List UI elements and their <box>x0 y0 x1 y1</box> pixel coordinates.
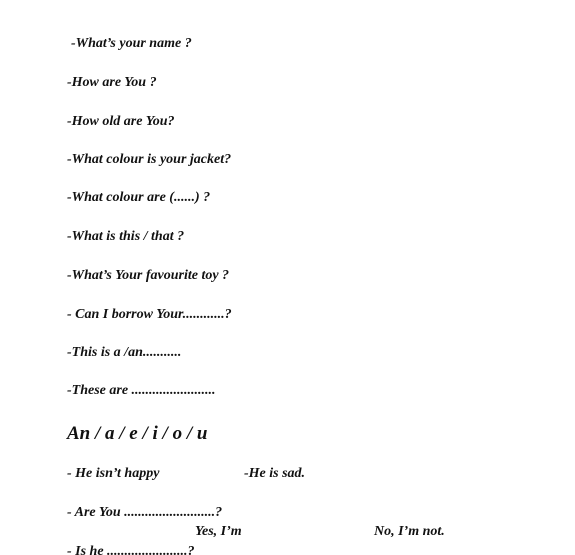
phrase-isnt-happy: - He isn’t happy <box>67 466 160 481</box>
question-name: -What’s your name ? <box>71 36 192 51</box>
question-borrow: - Can I borrow Your............? <box>67 307 232 322</box>
answer-yes: Yes, I’m <box>195 524 242 539</box>
phrase-this-is: -This is a /an........... <box>67 345 182 360</box>
question-how-old: -How old are You? <box>67 114 175 129</box>
question-what-is-this: -What is this / that ? <box>67 229 185 244</box>
phrase-is-sad: -He is sad. <box>244 466 306 481</box>
question-colour-are: -What colour are (......) ? <box>67 190 211 205</box>
question-how-are-you: -How are You ? <box>67 75 157 90</box>
articles-heading: An / a / e / i / o / u <box>67 423 208 444</box>
question-favourite-toy: -What’s Your favourite toy ? <box>67 268 230 283</box>
phrase-these-are: -These are ........................ <box>67 383 216 398</box>
question-colour-jacket: -What colour is your jacket? <box>67 152 232 167</box>
question-are-you: - Are You ..........................? <box>67 505 223 520</box>
answer-no: No, I’m not. <box>374 524 445 539</box>
question-is-he: - Is he .......................? <box>67 544 195 555</box>
